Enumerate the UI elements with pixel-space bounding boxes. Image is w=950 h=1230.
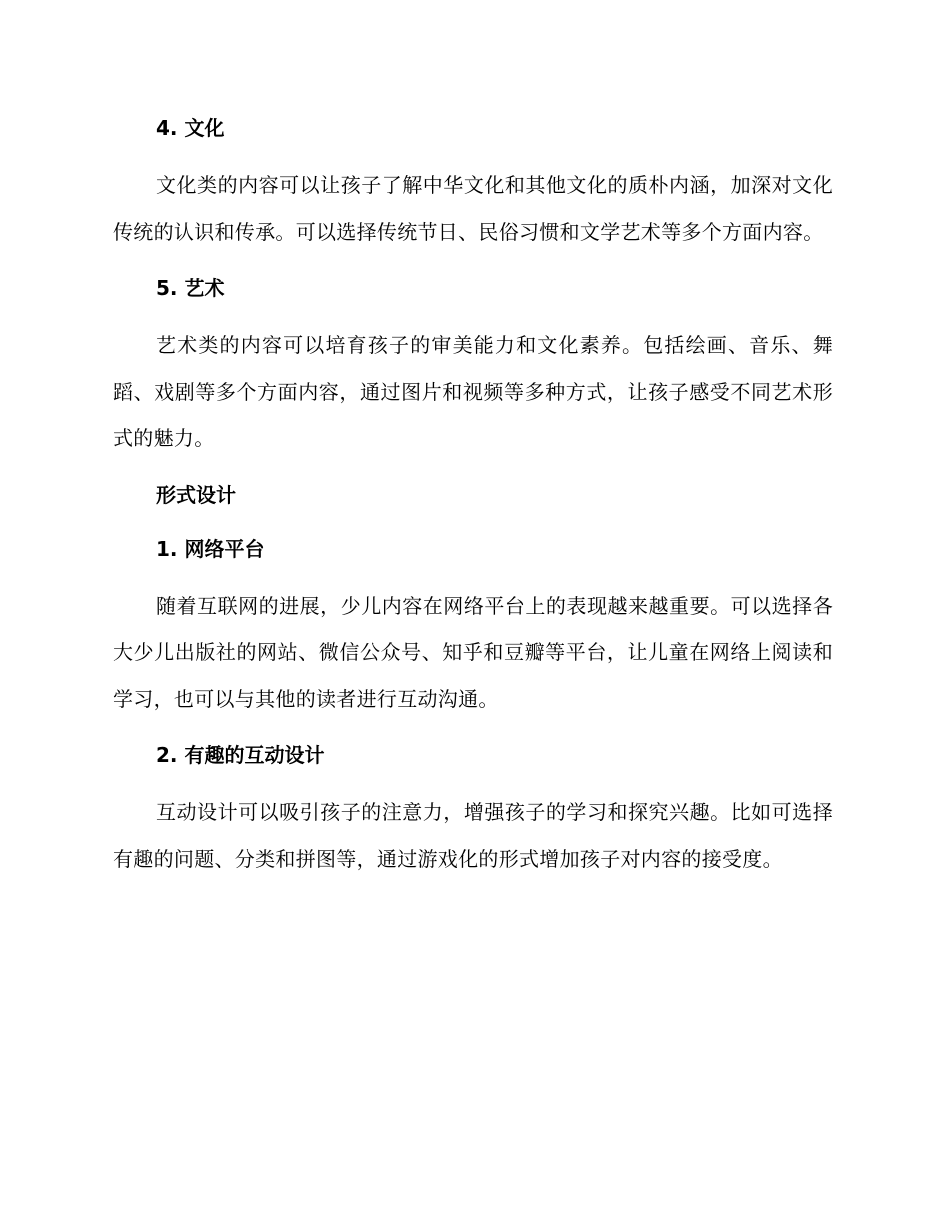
section-heading-culture: 4. 文化 [156,116,225,140]
section-paragraph-culture: 文化类的内容可以让孩子了解中华文化和其他文化的质朴内涵，加深对文化传统的认识和传承。可以选择传统节日、民俗习惯和文学艺术等多个方面内容。 [113,173,833,244]
section-paragraph-online-platform: 随着互联网的进展，少儿内容在网络平台上的表现越来越重要。可以选择各大少儿出版社的网站、微信公众号、知乎和豆瓣等平台，让儿童在网络上阅读和学习，也可以与其他的读者进行互动沟通。 [113,593,833,711]
section-heading-form-design: 形式设计 [156,482,236,507]
section-paragraph-interactive-design: 互动设计可以吸引孩子的注意力，增强孩子的学习和探究兴趣。比如可选择有趣的问题、分类和拼图等，通过游戏化的形式增加孩子对内容的接受度。 [113,800,833,871]
section-heading-online-platform: 1. 网络平台 [156,536,265,561]
document-body [113,108,833,882]
section-heading-art: 5. 艺术 [156,276,225,300]
section-heading-interactive-design: 2. 有趣的互动设计 [156,743,325,767]
section-paragraph-art: 艺术类的内容可以培育孩子的审美能力和文化素养。包括绘画、音乐、舞蹈、戏剧等多个方面内容，通过图片和视频等多种方式，让孩子感受不同艺术形式的魅力。 [113,333,833,450]
